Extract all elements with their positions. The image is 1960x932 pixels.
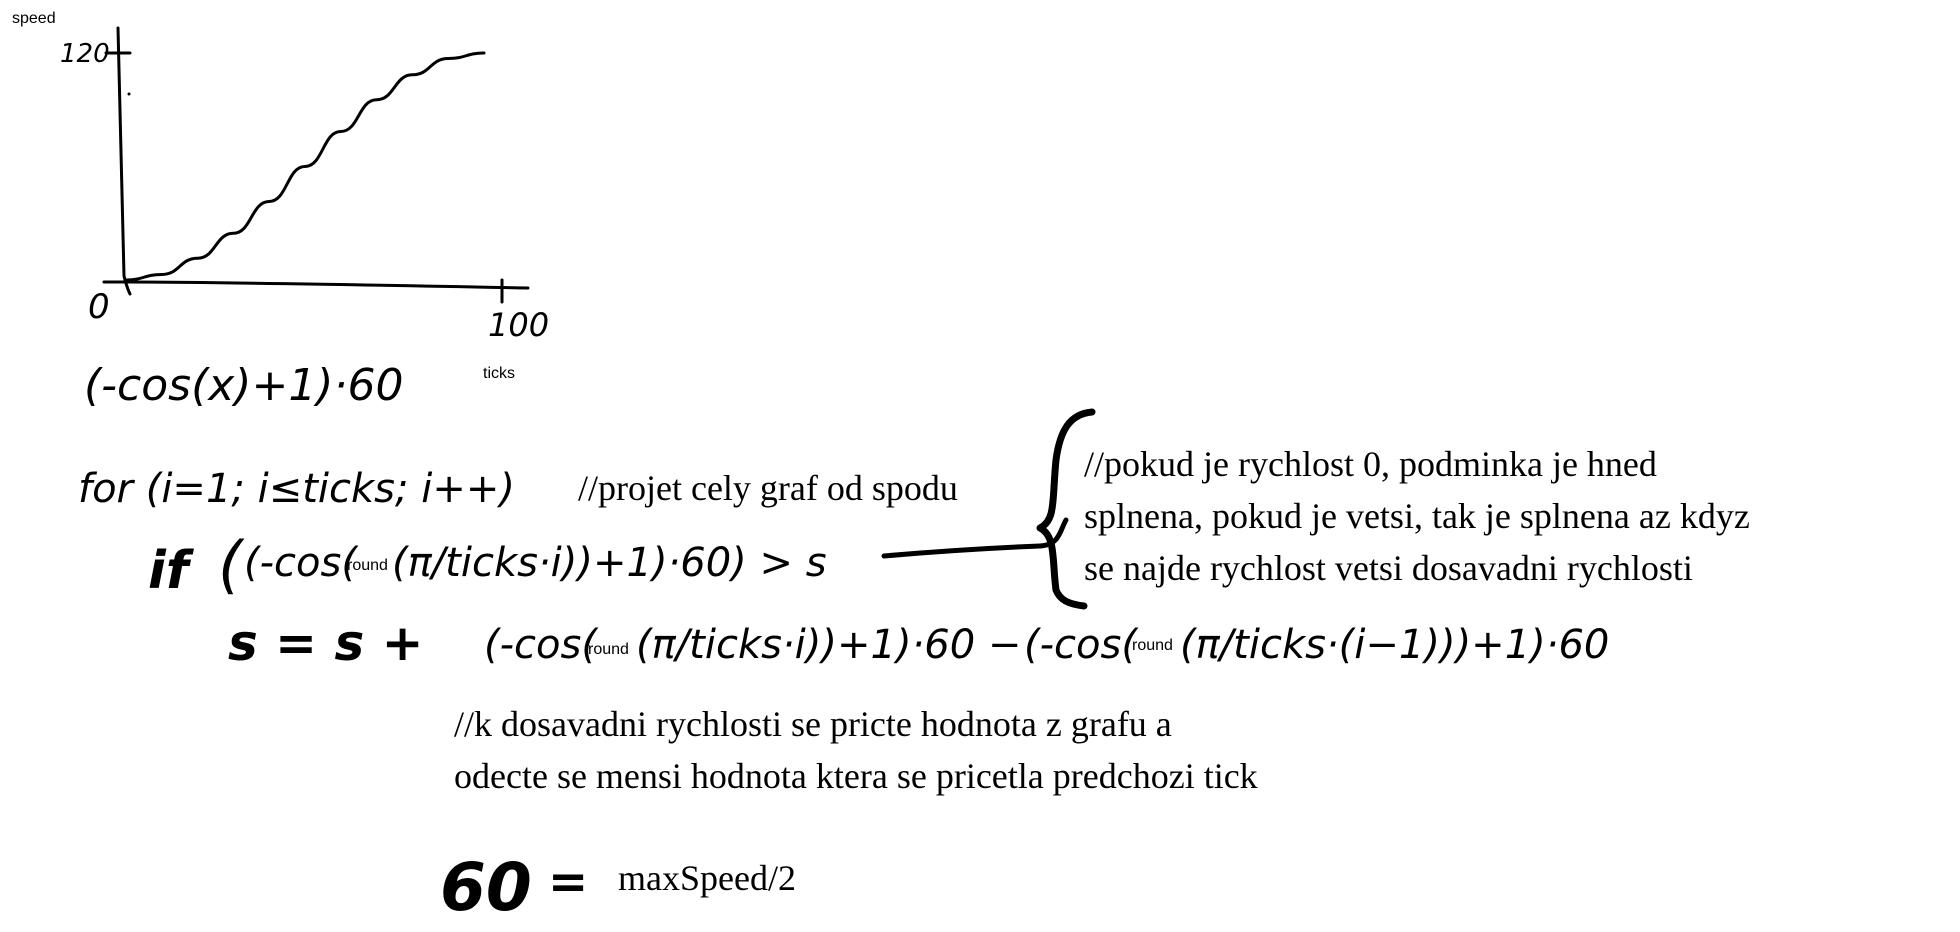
assign-neg-cos-1: (-cos( [484,622,597,668]
y-axis-label: speed [12,10,56,27]
comment-accumulate [454,698,1258,802]
if-big-paren: ( [218,528,243,601]
y-axis [118,28,130,294]
sixty-definition [440,849,588,926]
equals-sign: = [548,854,589,910]
sixty-rhs: maxSpeed/2 [618,858,796,898]
x-tick-end-label: 100 [488,306,550,344]
speed-curve [126,53,484,280]
speed-graph [12,10,549,411]
x-axis-label: ticks [483,365,515,382]
for-loop-line: for (i=1; i≤ticks; i++) [78,466,515,512]
x-axis [104,282,528,288]
assign-lhs: s = s + [228,614,424,672]
comment-condition-line: se najde rychlost vetsi dosavadni rychlosti [1084,548,1693,588]
comment-accumulate-line: //k dosavadni rychlosti se pricte hodnota z grafu a [454,704,1172,744]
sixty-lhs: 60 [440,849,532,926]
if-neg-cos: (-cos( [244,540,357,586]
stray-dot [128,93,131,96]
comment-condition [1084,438,1750,594]
assign-part-2: (π/ticks·(i−1)))+1)·60 [1180,622,1610,668]
comment-condition-line: splnena, pokud je vetsi, tak je splnena az kdyz [1084,496,1750,536]
x-tick-origin-label: 0 [88,287,110,327]
assign-round-label-2: round [1132,637,1173,654]
graph-formula: (-cos(x)+1)·60 [84,360,404,411]
comment-projet: //projet cely graf od spodu [578,468,958,508]
if-round-label: round [347,557,388,574]
assign-round-label-1: round [588,641,629,658]
assign-neg-cos-2: (-cos( [1024,622,1137,668]
assign-line [228,614,1609,672]
comment-accumulate-line: odecte se mensi hodnota ktera se pricetla predchozi tick [454,756,1258,796]
if-tail: (π/ticks·i))+1)·60) > s [392,540,827,586]
if-keyword: if [148,541,189,601]
assign-part-1: (π/ticks·i))+1)·60 − [636,622,1022,668]
if-line [148,528,827,601]
comment-condition-line: //pokud je rychlost 0, podminka je hned [1084,444,1657,484]
y-tick-label: 120 [60,39,110,69]
